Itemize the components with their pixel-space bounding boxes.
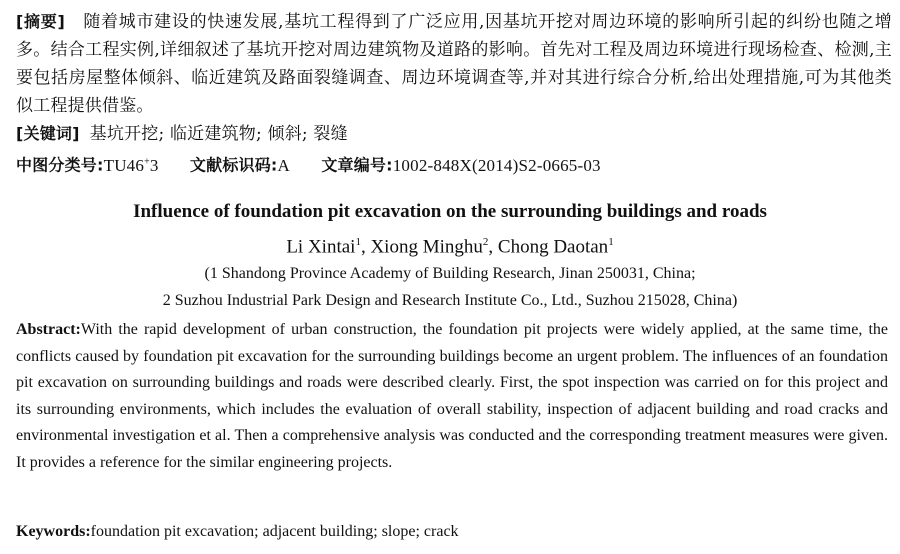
- chinese-abstract: [16, 8, 892, 120]
- affiliation-2: 2 Suzhou Industrial Park Design and Research Institute Co., Ltd., Suzhou 215028, China): [162, 292, 738, 309]
- chinese-abstract-text: 随着城市建设的快速发展,基坑工程得到了广泛应用,因基坑开挖对周边环境的影响所引起的纠纷也随之增多。结合工程实例,详细叙述了基坑开挖对周边建筑物及道路的影响。首先对工程及周边环境进行现场检查、检测,主要包括房屋整体倾斜、临近建筑及路面裂缝调查、周边环境调查等,并对其进行综合分析,给出处理措施,可为其他类似工程提供借鉴。: [16, 12, 892, 116]
- classification-line: [16, 148, 892, 180]
- affiliation-1: (1 Shandong Province Academy of Building Research, Jinan 250031, China;: [204, 265, 696, 282]
- author-sup: 2: [482, 236, 489, 248]
- author-sup: 1: [355, 236, 361, 248]
- chinese-abstract-section: [16, 8, 892, 180]
- chinese-keywords-text: 基坑开挖; 临近建筑物; 倾斜; 裂缝: [89, 124, 348, 144]
- author-name: Xiong Minghu: [370, 236, 483, 258]
- chinese-keywords: [16, 120, 892, 148]
- english-abstract: [16, 317, 888, 476]
- author-name: Li Xintai: [286, 236, 356, 258]
- english-keywords: [16, 519, 888, 545]
- english-title: Influence of foundation pit excavation on the surrounding buildings and roads: [133, 201, 767, 222]
- clc-value: TU46+3: [103, 155, 159, 175]
- doc-code-label: 文献标识码:: [189, 155, 278, 175]
- english-authors: Li Xintai$^1$, Xiong Minghu$^2$, Chong Daotan$^1$: [286, 236, 614, 258]
- chinese-keywords-tag: [关键词]: [16, 124, 80, 143]
- doc-code-value: A: [277, 155, 291, 175]
- author-sup: 1: [608, 236, 614, 248]
- english-keywords-text: foundation pit excavation; adjacent building; slope; crack: [90, 523, 459, 540]
- clc-label: 中图分类号:: [16, 155, 104, 175]
- author-name: Chong Daotan: [497, 236, 609, 258]
- chinese-abstract-tag: [摘要]: [16, 12, 65, 31]
- article-number-value: 1002-848X(2014)S2-0665-03: [392, 155, 601, 175]
- english-abstract-text: With the rapid development of urban construction, the foundation pit projects were widely applied, at the same time, the conflicts caused by foundation pit excavation for the surrounding buildings become an urgent problem. The influences of an foundation pit excavation on surrounding buildings and roads were described clearly. First, the spot inspection was carried on for this project and its surrounding environments, which includes the evaluation of overall stability, inspection of adjacent building and road cracks and environmental investigation et al. Then a comprehensive analysis was conducted and the corresponding treatment measures were given. It provides a reference for the similar engineering projects.: [16, 321, 888, 471]
- article-number-label: 文章编号:: [321, 155, 393, 175]
- english-abstract-label: Abstract:: [16, 321, 81, 338]
- english-keywords-label: Keywords:: [16, 523, 91, 540]
